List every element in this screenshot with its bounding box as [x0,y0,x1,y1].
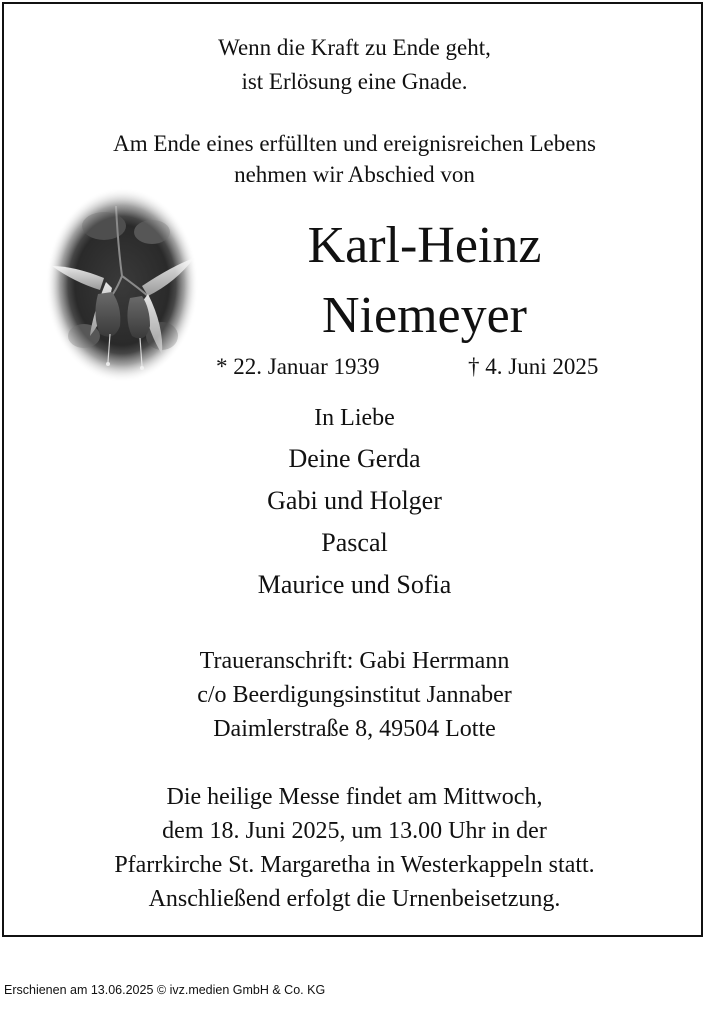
publication-footer: Erschienen am 13.06.2025 © ivz.medien GmbH & Co. KG [4,983,326,997]
signoff-line-4: Pascal [321,528,388,557]
mass-line-2: dem 18. Juni 2025, um 13.00 Uhr in der [162,818,547,844]
signoff-line-5: Maurice und Sofia [257,570,452,599]
signoff-line-1: In Liebe [314,405,395,431]
mass-line-4: Anschließend erfolgt die Urnenbeisetzung. [148,886,561,912]
address-line-3: Daimlerstraße 8, 49504 Lotte [213,716,496,742]
intro-line-4: nehmen wir Abschied von [234,162,475,187]
intro-line-2: ist Erlösung eine Gnade. [241,69,468,94]
cross-icon: † [468,354,480,379]
deceased-first-name: Karl-Heinz [307,217,542,274]
intro-line-1: Wenn die Kraft zu Ende geht, [218,35,491,60]
death-date [468,354,598,380]
mass-line-1: Die heilige Messe findet am Mittwoch, [166,784,543,810]
address-line-2: c/o Beerdigungsinstitut Jannaber [197,682,512,708]
signoff-line-2: Deine Gerda [288,444,421,473]
deceased-last-name: Niemeyer [321,287,527,344]
signoff-line-3: Gabi und Holger [267,486,442,515]
address-line-1: Traueranschrift: Gabi Herrmann [199,648,510,674]
intro-line-3: Am Ende eines erfüllten und ereignisreichen Lebens [113,131,596,156]
death-date-text: 4. Juni 2025 [485,354,599,379]
birth-date: * 22. Januar 1939 [216,354,380,379]
mass-line-3: Pfarrkirche St. Margaretha in Westerkappeln statt. [114,852,595,878]
